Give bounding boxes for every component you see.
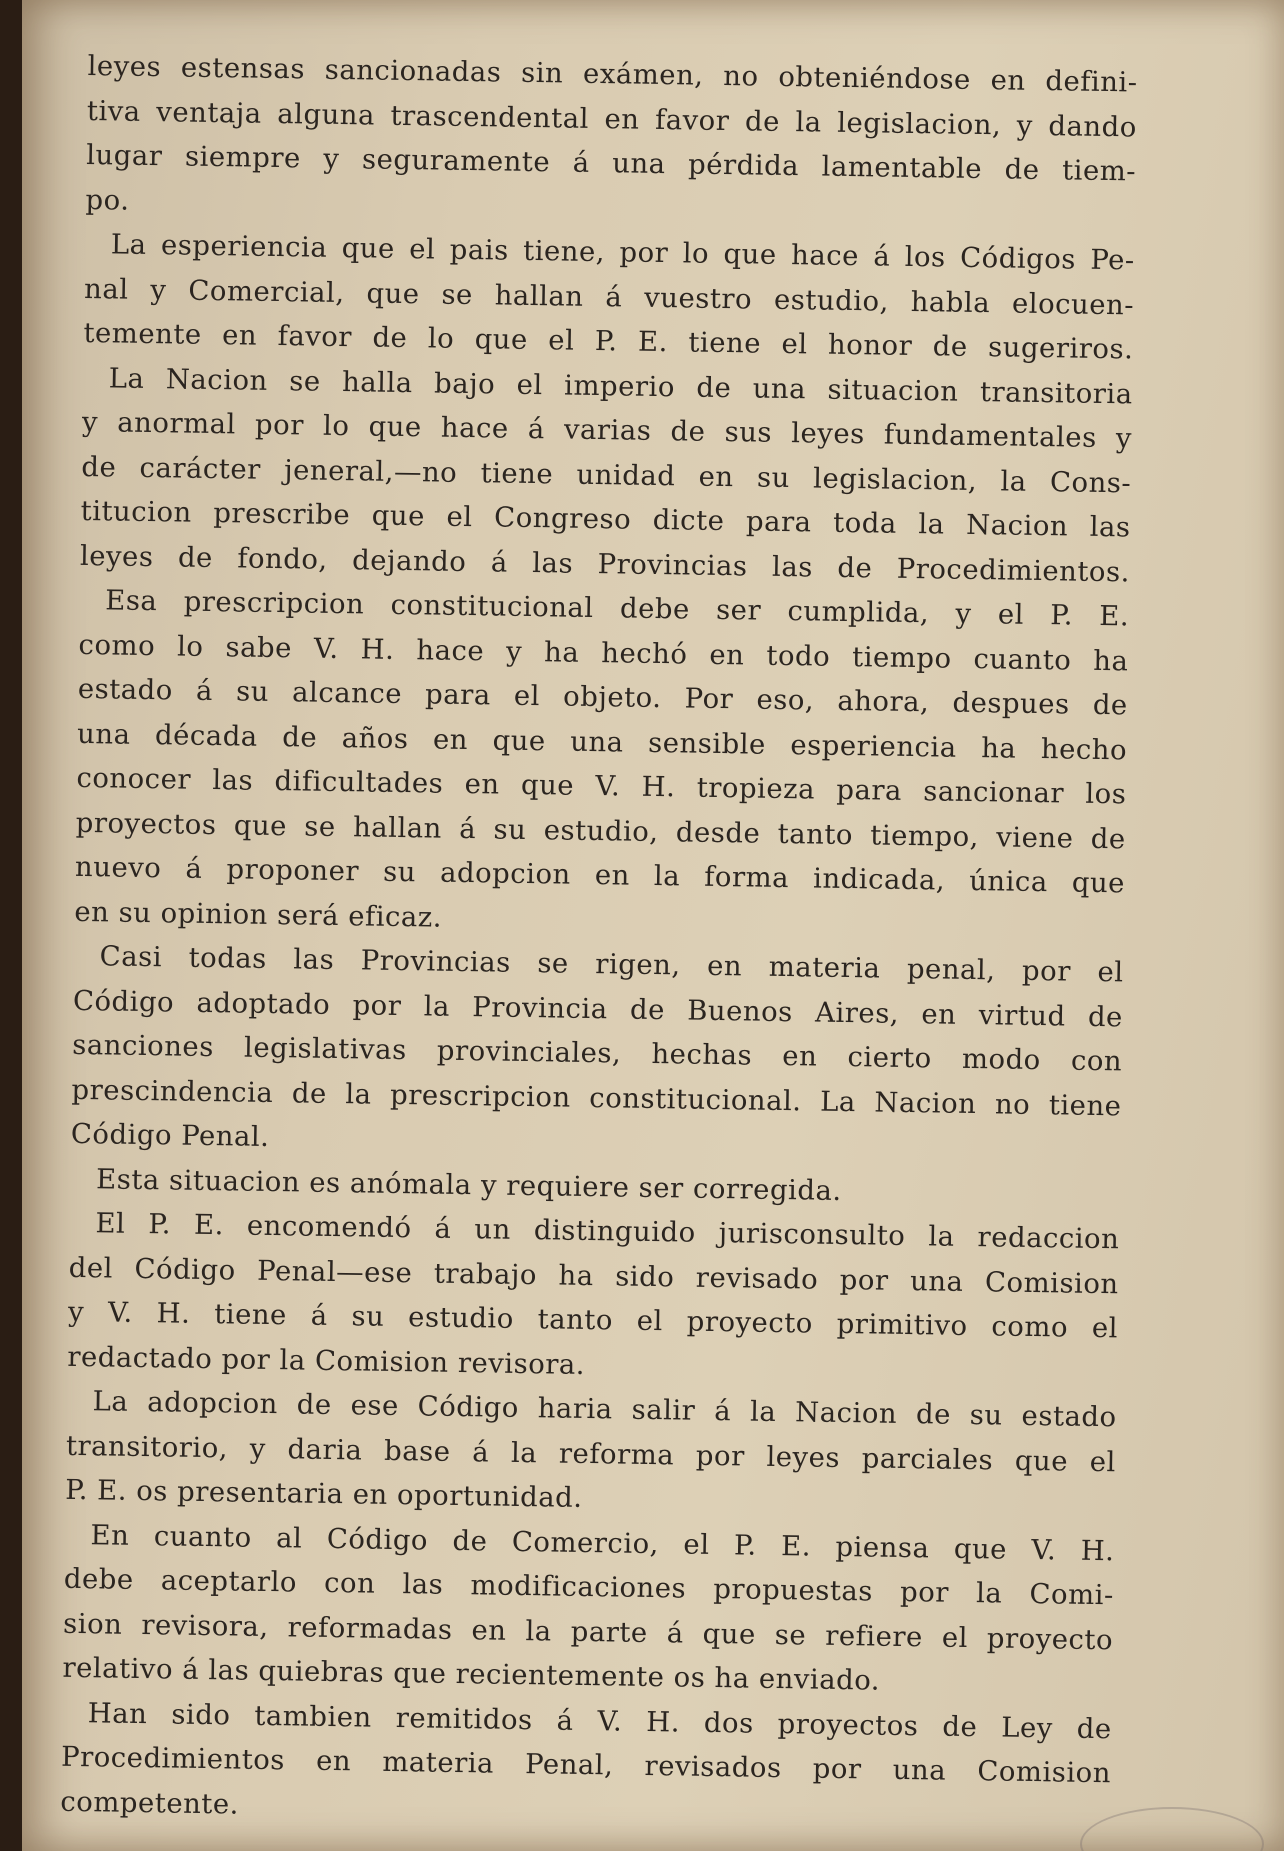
text-line: titucion prescribe que el Congreso dicte para toda la Nacion las	[80, 494, 1131, 544]
text-line: La esperiencia que el pais tiene, por lo que hace á los Códigos Pe-	[110, 228, 1135, 277]
text-line: La Nacion se halla bajo el imperio de una situacion transitoria	[108, 361, 1133, 410]
text-line: una década de años en que una sensible esperiencia ha hecho	[76, 717, 1128, 766]
text-line: lugar siempre y seguramente á una pérdida lamentable de tiem-	[86, 138, 1137, 188]
text-line: Esa prescripcion constitucional debe ser cumplida, y el P. E.	[105, 584, 1130, 633]
text-line: Han sido tambien remitidos á V. H. dos proyectos de Ley de	[87, 1696, 1112, 1745]
text-line: leyes de fondo, dejando á las Provincias las de Procedimientos.	[79, 539, 1131, 588]
text-line: competente.	[60, 1785, 240, 1821]
text-line: En cuanto al Código de Comercio, el P. E. piensa que V. H.	[90, 1518, 1115, 1567]
text-line: leyes estensas sancionadas sin exámen, no obteniéndose en defini-	[87, 49, 1138, 99]
text-line: temente en favor de lo que el P. E. tiene el honor de sugeriros.	[83, 316, 1134, 366]
text-line: prescindencia de la prescripcion constitucional. La Nacion no tiene	[71, 1073, 1122, 1122]
text-line: conocer las dificultades en que V. H. tropieza para sancionar los	[76, 761, 1127, 811]
text-line: y anormal por lo que hace á varias de sus leyes fundamentales y	[81, 405, 1133, 455]
text-line: del Código Penal—ese trabajo ha sido revisado por una Comision	[68, 1251, 1119, 1300]
text-line: como lo sabe V. H. hace y ha hechó en todo tiempo cuanto ha	[78, 628, 1129, 677]
text-line: Casi todas las Provincias se rigen, en materia penal, por el	[99, 940, 1124, 989]
text-line: Código Penal.	[70, 1117, 270, 1153]
text-line: sion revisora, reformadas en la parte á que se refiere el proyecto	[62, 1607, 1114, 1656]
text-line: P. E. os presentaria en oportunidad.	[65, 1473, 583, 1514]
text-line: tiva ventaja alguna trascendental en favor de la legislacion, y dando	[86, 94, 1138, 143]
text-line: nal y Comercial, que se hallan á vuestro estudio, habla elocuen-	[83, 272, 1135, 321]
text-line: y V. H. tiene á su estudio tanto el proyecto primitivo como el	[67, 1295, 1119, 1345]
text-line: de carácter jeneral,—no tiene unidad en su legislacion, la Cons-	[81, 450, 1132, 499]
text-line: proyectos que se hallan á su estudio, desde tanto tiempo, viene de	[75, 806, 1126, 855]
text-line: Código adoptado por la Provincia de Buenos Aires, en virtud de	[72, 984, 1124, 1033]
text-line: La adopcion de ese Código haria salir á la Nacion de su estado	[92, 1385, 1117, 1434]
text-line: transitorio, y daria base á la reforma por leyes parciales que el	[65, 1429, 1117, 1478]
text-line: redactado por la Comision revisora.	[67, 1340, 586, 1381]
text-line: El P. E. encomendó á un distinguido jurisconsulto la redaccion	[95, 1207, 1120, 1256]
body-text	[60, 44, 1138, 1840]
text-line: en su opinion será eficaz.	[74, 895, 443, 934]
text-line: nuevo á proponer su adopcion en la forma indicada, única que	[74, 850, 1126, 900]
text-line: relativo á las quiebras que recientemente os ha enviado.	[62, 1651, 881, 1697]
text-line: sanciones legislativas provinciales, hechas en cierto modo con	[72, 1028, 1123, 1078]
text-line: Esta situacion es anómala y requiere ser corregida.	[95, 1162, 842, 1207]
text-line: Procedimientos en materia Penal, revisados por una Comision	[60, 1740, 1112, 1790]
text-line: debe aceptarlo con las modificaciones propuestas por la Comi-	[63, 1562, 1115, 1612]
document-page	[22, 0, 1284, 1851]
text-line: estado á su alcance para el objeto. Por eso, ahora, despues de	[77, 672, 1128, 722]
text-line: po.	[85, 183, 130, 217]
